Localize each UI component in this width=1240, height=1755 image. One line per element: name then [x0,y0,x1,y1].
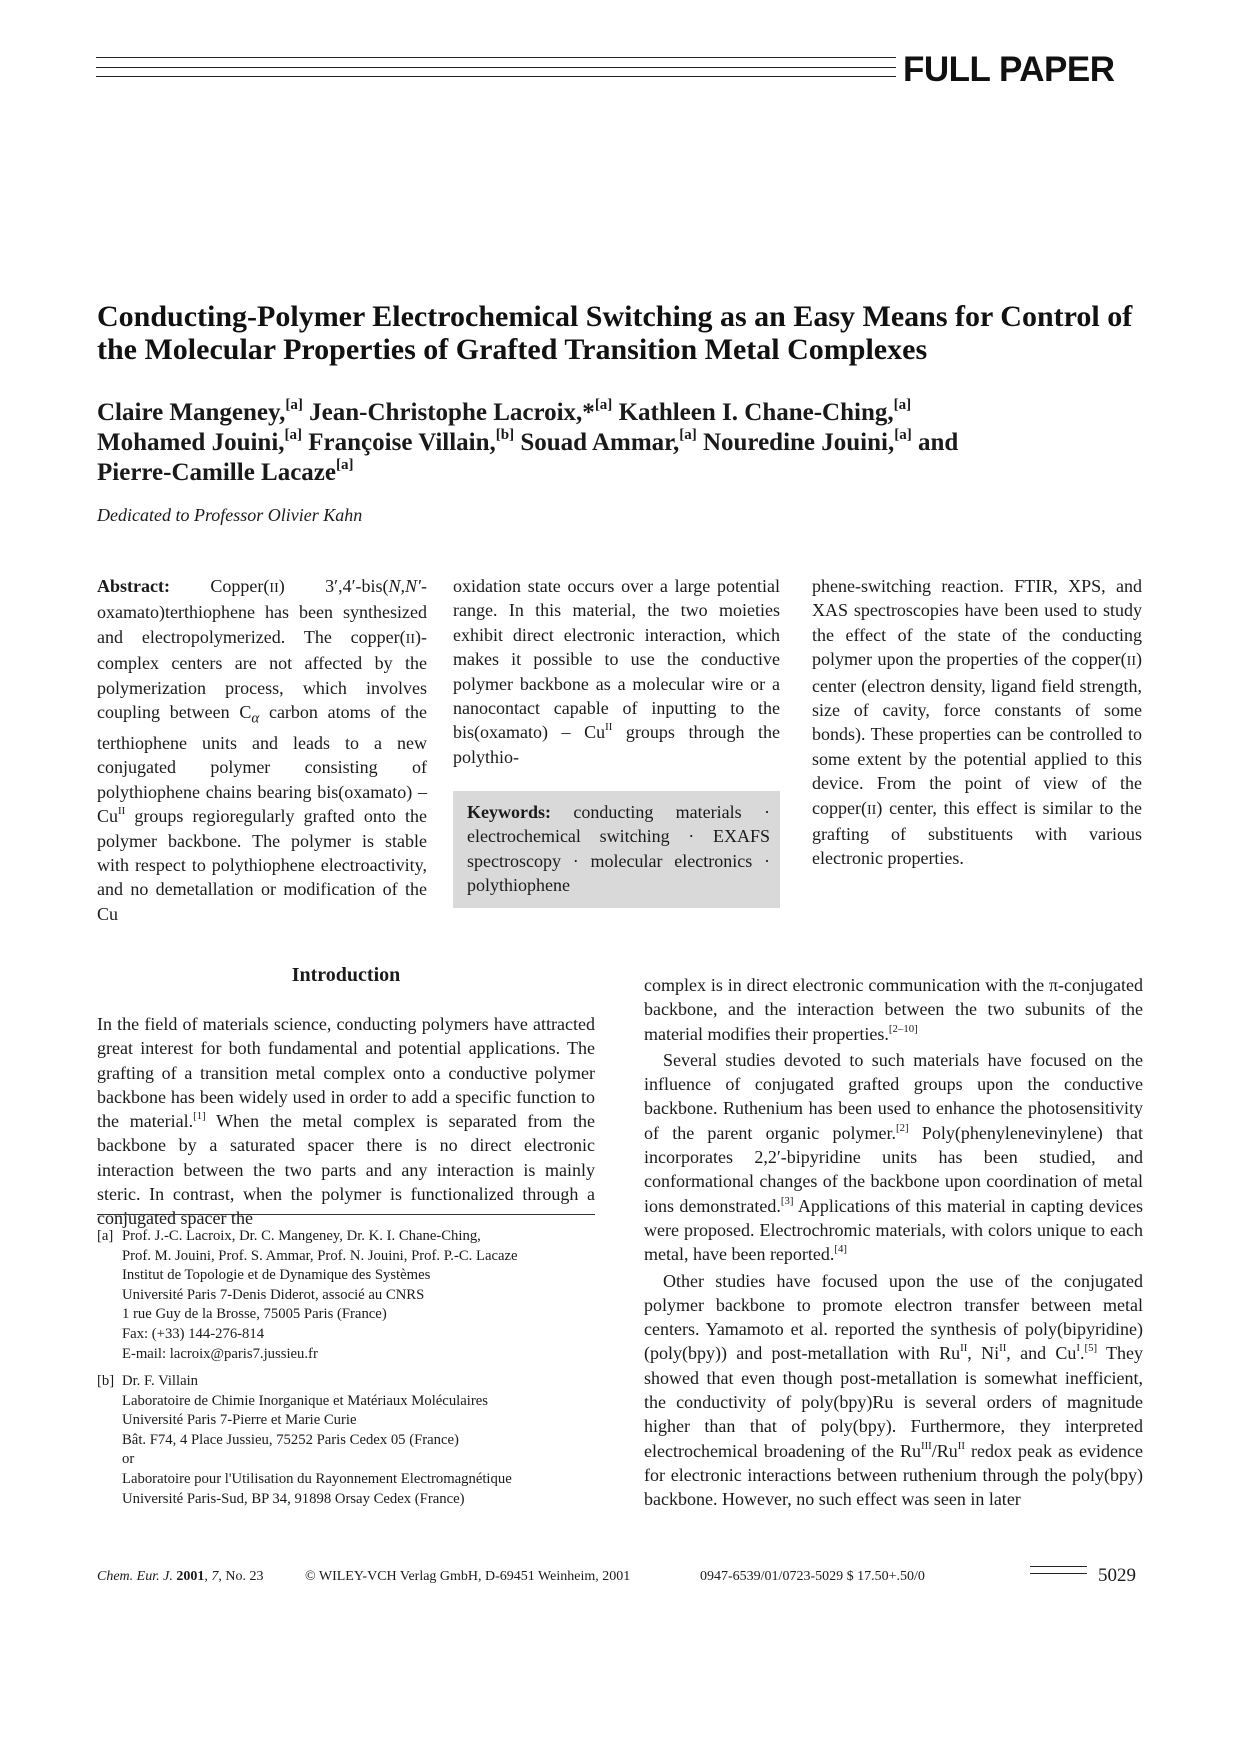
affiliation-line: Institut de Topologie et de Dynamique des Systèmes [122,1267,431,1284]
author-list [97,398,1157,488]
body-text: Several studies devoted to such materials have focused on the influence of conjugated grafted groups upon the conductive backbone. Ruthenium has been used to enhance the photosensitivity of the parent organic polymer. [644,1049,1143,1143]
affiliation-line: Laboratoire de Chimie Inorganique et Matériaux Moléculaires [122,1392,488,1409]
affiliation-email[interactable]: E-mail: lacroix@paris7.jussieu.fr [122,1345,318,1362]
affiliation-b [97,1372,595,1509]
body-text: , and Cu [1006,1343,1077,1364]
body-text: complex is in direct electronic communication with the π-conjugated backbone, and the interaction between the two subunits of the material modifies their properties. [644,975,1143,1044]
affiliation-marker: [b] [495,426,515,443]
body-text: They showed that even though post-metallation is somewhat inefficient, the conductivity of poly(bpy)Ru is several orders of magnitude higher than that of poly(bpy). Furthermore, they interpreted electrochemical broadening of the Ru [644,1343,1144,1461]
affiliation-line: Université Paris 7-Denis Diderot, associé au CNRS [122,1286,425,1303]
abstract-column-1 [97,574,427,926]
affiliation-line: Université Paris 7-Pierre et Marie Curie [122,1412,357,1429]
affiliation-marker: [a] [284,426,303,443]
abstract-text-italic: N,N′ [388,576,421,596]
footer-copyright: © WILEY-VCH Verlag GmbH, D-69451 Weinheim, 2001 [305,1569,631,1584]
affiliation-marker: [a] [679,426,697,443]
author-name: Souad Ammar, [520,429,680,456]
abstract-text: phene-switching reaction. FTIR, XPS, and XAS spectroscopies have been used to study the effect of the state of the conducting polymer upon the properties of the copper( [812,576,1142,670]
citation: [4] [834,1243,847,1256]
affiliation-line: Dr. F. Villain [122,1373,199,1389]
citation: [1] [193,1110,206,1123]
affiliation-line: Laboratoire pour l'Utilisation du Rayonnement Electromagnétique [122,1470,512,1487]
abstract-text: carbon atoms of the terthiophene units and leads to a new conjugated polymer consisting of polythiophene chains bearing bis(oxamato) – Cu [97,702,428,827]
body-text: Poly(phenylenevinylene) that incorporates 2,2′-bipyridine units has been studied, and conformational changes of the backbone upon coordination of metal ions demonstrated. [644,1122,1143,1216]
abstract-text: ) 3′,4′-bis( [278,576,389,596]
affiliation-line: Université Paris-Sud, BP 34, 91898 Orsay Cedex (France) [122,1490,465,1507]
journal-volume: 7 [211,1569,219,1584]
affiliation-marker: [a] [285,396,303,413]
footnote-separator [97,1214,595,1215]
page-number-rules [1030,1566,1087,1580]
journal-issue: , No. 23 [218,1569,264,1584]
oxidation-state: II [605,721,613,734]
abstract-column-2 [453,574,780,769]
affiliation-line: Prof. J.-C. Lacroix, Dr. C. Mangeney, Dr. K. I. Chane-Ching, [122,1228,481,1244]
oxidation-state: II [866,801,877,818]
author-name: Jean-Christophe Lacroix,* [309,399,595,426]
abstract-text: -oxamato)terthiophene has been synthesized and electropolymerized. The copper( [97,576,427,647]
author-name: Mohamed Jouini, [97,429,285,456]
affiliation-marker: [a] [894,426,912,443]
author-conjunction: and [917,429,959,456]
body-column-left [97,1012,595,1231]
section-label: FULL PAPER [903,50,1115,89]
body-text: When the metal complex is separated from the backbone by a saturated spacer there is no direct electronic interaction between the two parts and any interaction is mainly steric. In contrast, when the polymer is functionalized through a conjugated spacer the [97,1111,595,1229]
affiliation-marker: [a] [336,456,354,473]
body-text: /Ru [931,1440,958,1461]
paper-title: Conducting-Polymer Electrochemical Switching as an Easy Means for Control of the Molecular Properties of Grafted Transition Metal Complexes [97,300,1133,366]
header-rules [96,57,896,86]
footer-citation: Chem. Eur. J. 2001, 7, No. 23 [97,1569,264,1584]
author-name: Claire Mangeney, [97,399,286,426]
abstract-column-3 [812,574,1142,871]
section-heading-introduction: Introduction [291,964,401,986]
keywords-list: conducting materials · electrochemical switching · EXAFS spectroscopy · molecular electronics · polythiophene [467,802,770,896]
affiliation-line: 1 rue Guy de la Brosse, 75005 Paris (France) [122,1306,387,1323]
footer-code: 0947-6539/01/0723-5029 $ 17.50+.50/0 [700,1569,925,1584]
affiliation-tag: [b] [97,1373,115,1389]
author-name: Kathleen I. Chane-Ching, [618,399,894,426]
abstract-text: )-complex centers are not affected by the polymerization process, which involves coupling between C [97,626,427,723]
oxidation-state: II [118,805,126,818]
body-text: Applications of this material in capting devices were proposed. Electrochromic materials, with colors unique to each metal, have been reported. [644,1195,1143,1265]
dedication: Dedicated to Professor Olivier Kahn [97,505,363,525]
abstract-text: groups regioregularly grafted onto the polymer backbone. The polymer is stable with respect to polythiophene electroactivity, and no demetallation or modification of the Cu [97,806,427,924]
journal-year: 2001 [176,1569,205,1584]
author-name: Pierre-Camille Lacaze [97,459,337,486]
oxidation-state: II [405,630,415,647]
body-text: , Ni [967,1343,1000,1364]
abstract-text: ) center (electron density, ligand field strength, size of cavity, force constants of some bonds). These properties can be controlled to some extent by the potential applied to this device. From the point of view of the copper( [812,649,1142,818]
affiliation-line: or [122,1451,135,1468]
affiliation-tag: [a] [97,1228,114,1244]
oxidation-state: I [1076,1342,1080,1355]
affiliation-line: Prof. M. Jouini, Prof. S. Ammar, Prof. N. Jouini, Prof. P.-C. Lacaze [122,1247,518,1264]
oxidation-state: III [920,1439,932,1452]
oxidation-state: II [999,1342,1007,1355]
page-number: 5029 [1098,1565,1136,1586]
alpha-subscript: α [251,710,260,727]
abstract-text: oxidation state occurs over a large potential range. In this material, the two moieties exhibit direct electronic interaction, which makes it possible to use the conductive polymer backbone as a molecular wire or a nanocontact capable of inputting to the bis(oxamato) – Cu [453,576,780,743]
citation: [3] [780,1194,794,1207]
affiliation-line: Fax: (+33) 144-276-814 [122,1325,265,1342]
oxidation-state: II [269,580,279,596]
citation: [2–10] [888,1022,918,1035]
body-text: . [1079,1343,1085,1364]
affiliation-a [97,1227,595,1364]
oxidation-state: II [957,1439,965,1452]
keywords [467,800,770,898]
affiliation-marker: [a] [594,396,613,413]
body-text: redox peak as evidence for electronic interactions between ruthenium through the poly(bpy) backbone. However, no such effect was seen in later [644,1440,1143,1510]
abstract-text: ) center, this effect is similar to the grafting of substituents with various electronic properties. [812,797,1142,869]
oxidation-state: II [960,1342,968,1355]
body-text: In the field of materials science, conducting polymers have attracted great interest for both fundamental and potential applications. The grafting of a transition metal complex onto a conductive polymer backbone has been widely used in order to add a specific function to the material. [97,1014,595,1132]
citation: [2] [896,1121,909,1134]
abstract-text: Copper( [169,576,270,596]
oxidation-state: II [1126,653,1136,670]
abstract-text: groups through the polythio- [453,722,781,767]
body-text: Other studies have focused upon the use of the conjugated polymer backbone to promote electron transfer between metal centers. Yamamoto et al. reported the synthesis of poly(bipyridine) (poly(bpy)) and post-metallation with Ru [644,1270,1143,1364]
author-name: Nouredine Jouini, [702,429,895,456]
affiliation-marker: [a] [893,396,912,413]
author-name: Françoise Villain, [308,429,496,456]
abstract-label: Abstract: [97,576,170,596]
citation: [5] [1084,1342,1098,1355]
affiliation-line: Bât. F74, 4 Place Jussieu, 75252 Paris Cedex 05 (France) [122,1431,459,1448]
keywords-label: Keywords: [467,802,551,822]
journal-name: Chem. Eur. J. [97,1569,173,1584]
body-column-right [644,973,1143,1512]
